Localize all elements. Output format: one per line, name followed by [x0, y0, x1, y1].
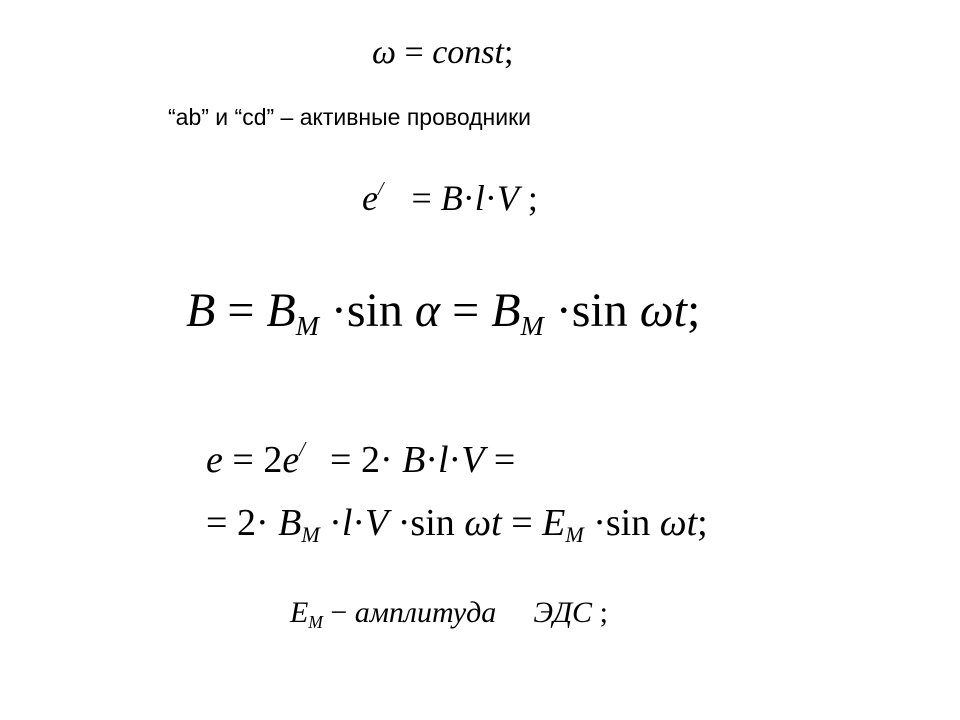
equals-sign: = [404, 34, 424, 71]
multiply-dot: · [397, 502, 411, 544]
equals-sign: = [232, 439, 254, 481]
const-text: const [432, 34, 504, 71]
multiply-dot: · [352, 502, 366, 544]
semicolon: ; [686, 284, 701, 337]
emf-symbol: e [206, 439, 223, 481]
formula-emf-line1 [206, 437, 516, 481]
subscript-m: M [308, 611, 323, 632]
semicolon: ; [697, 502, 708, 544]
multiply-dot: · [462, 178, 475, 218]
magnetic-induction-symbol: B [186, 284, 216, 337]
amplitude-induction-symbol: B [266, 284, 296, 337]
length-symbol: l [341, 502, 353, 544]
number-two: 2 [236, 502, 256, 544]
prime-mark: / [299, 437, 305, 462]
emf-symbol: e [282, 439, 300, 481]
prime-mark: / [377, 178, 384, 201]
multiply-dot: · [593, 502, 606, 544]
subscript-m: M [301, 522, 320, 548]
sine-function: sin [571, 284, 628, 337]
minus-dash: − [330, 596, 348, 629]
semicolon: ; [599, 596, 608, 629]
semicolon: ; [503, 34, 514, 71]
length-symbol: l [474, 178, 485, 218]
multiply-dot: · [425, 439, 438, 481]
multiply-dot: · [329, 502, 342, 544]
formula-omega-const [372, 36, 513, 70]
omega-symbol: ω [639, 284, 674, 337]
subscript-m: M [295, 310, 319, 342]
number-two: 2 [263, 439, 283, 481]
multiply-dot: · [379, 439, 393, 481]
equals-sign: = [511, 502, 533, 544]
multiply-dot: · [555, 284, 572, 337]
sine-function: sin [410, 502, 455, 544]
emf-symbol: e [362, 178, 378, 218]
magnetic-induction-symbol: B [440, 178, 463, 218]
sine-function: sin [346, 284, 403, 337]
amplitude-word: амплитуда [354, 596, 497, 629]
length-symbol: l [437, 439, 449, 481]
alpha-symbol: α [414, 284, 441, 337]
time-symbol: t [491, 502, 502, 544]
multiply-dot: · [330, 284, 347, 337]
time-symbol: t [673, 284, 687, 337]
number-two: 2 [360, 439, 380, 481]
sine-function: sin [605, 502, 651, 544]
omega-symbol: ω [372, 34, 397, 71]
formula-induction [186, 284, 701, 342]
semicolon: ; [527, 178, 538, 218]
equals-sign: = [411, 178, 432, 218]
omega-symbol: ω [464, 502, 492, 544]
formula-emf-line2 [206, 502, 708, 548]
velocity-symbol: V [496, 178, 519, 218]
omega-symbol: ω [659, 502, 687, 544]
amplitude-induction-symbol: B [491, 284, 521, 337]
eds-abbreviation: ЭДС [533, 596, 593, 629]
amplitude-emf-symbol: E [290, 596, 309, 629]
amplitude-emf-symbol: E [542, 502, 566, 544]
active-conductors-caption: “ab” и “cd” – активные проводники [168, 104, 532, 130]
equals-sign: = [206, 502, 228, 544]
multiply-dot: · [484, 178, 497, 218]
equals-sign: = [493, 439, 516, 481]
formula-amplitude-definition [290, 596, 608, 632]
multiply-dot: · [448, 439, 462, 481]
time-symbol: t [686, 502, 698, 544]
equals-sign: = [452, 284, 480, 337]
multiply-dot: · [255, 502, 269, 544]
equals-sign: = [330, 439, 352, 481]
velocity-symbol: V [365, 502, 389, 544]
formula-e-prime [362, 180, 538, 216]
amplitude-induction-symbol: B [278, 502, 302, 544]
subscript-m: M [565, 522, 584, 548]
magnetic-induction-symbol: B [402, 439, 426, 481]
equals-sign: = [227, 284, 255, 337]
subscript-m: M [520, 310, 544, 342]
velocity-symbol: V [461, 439, 485, 481]
